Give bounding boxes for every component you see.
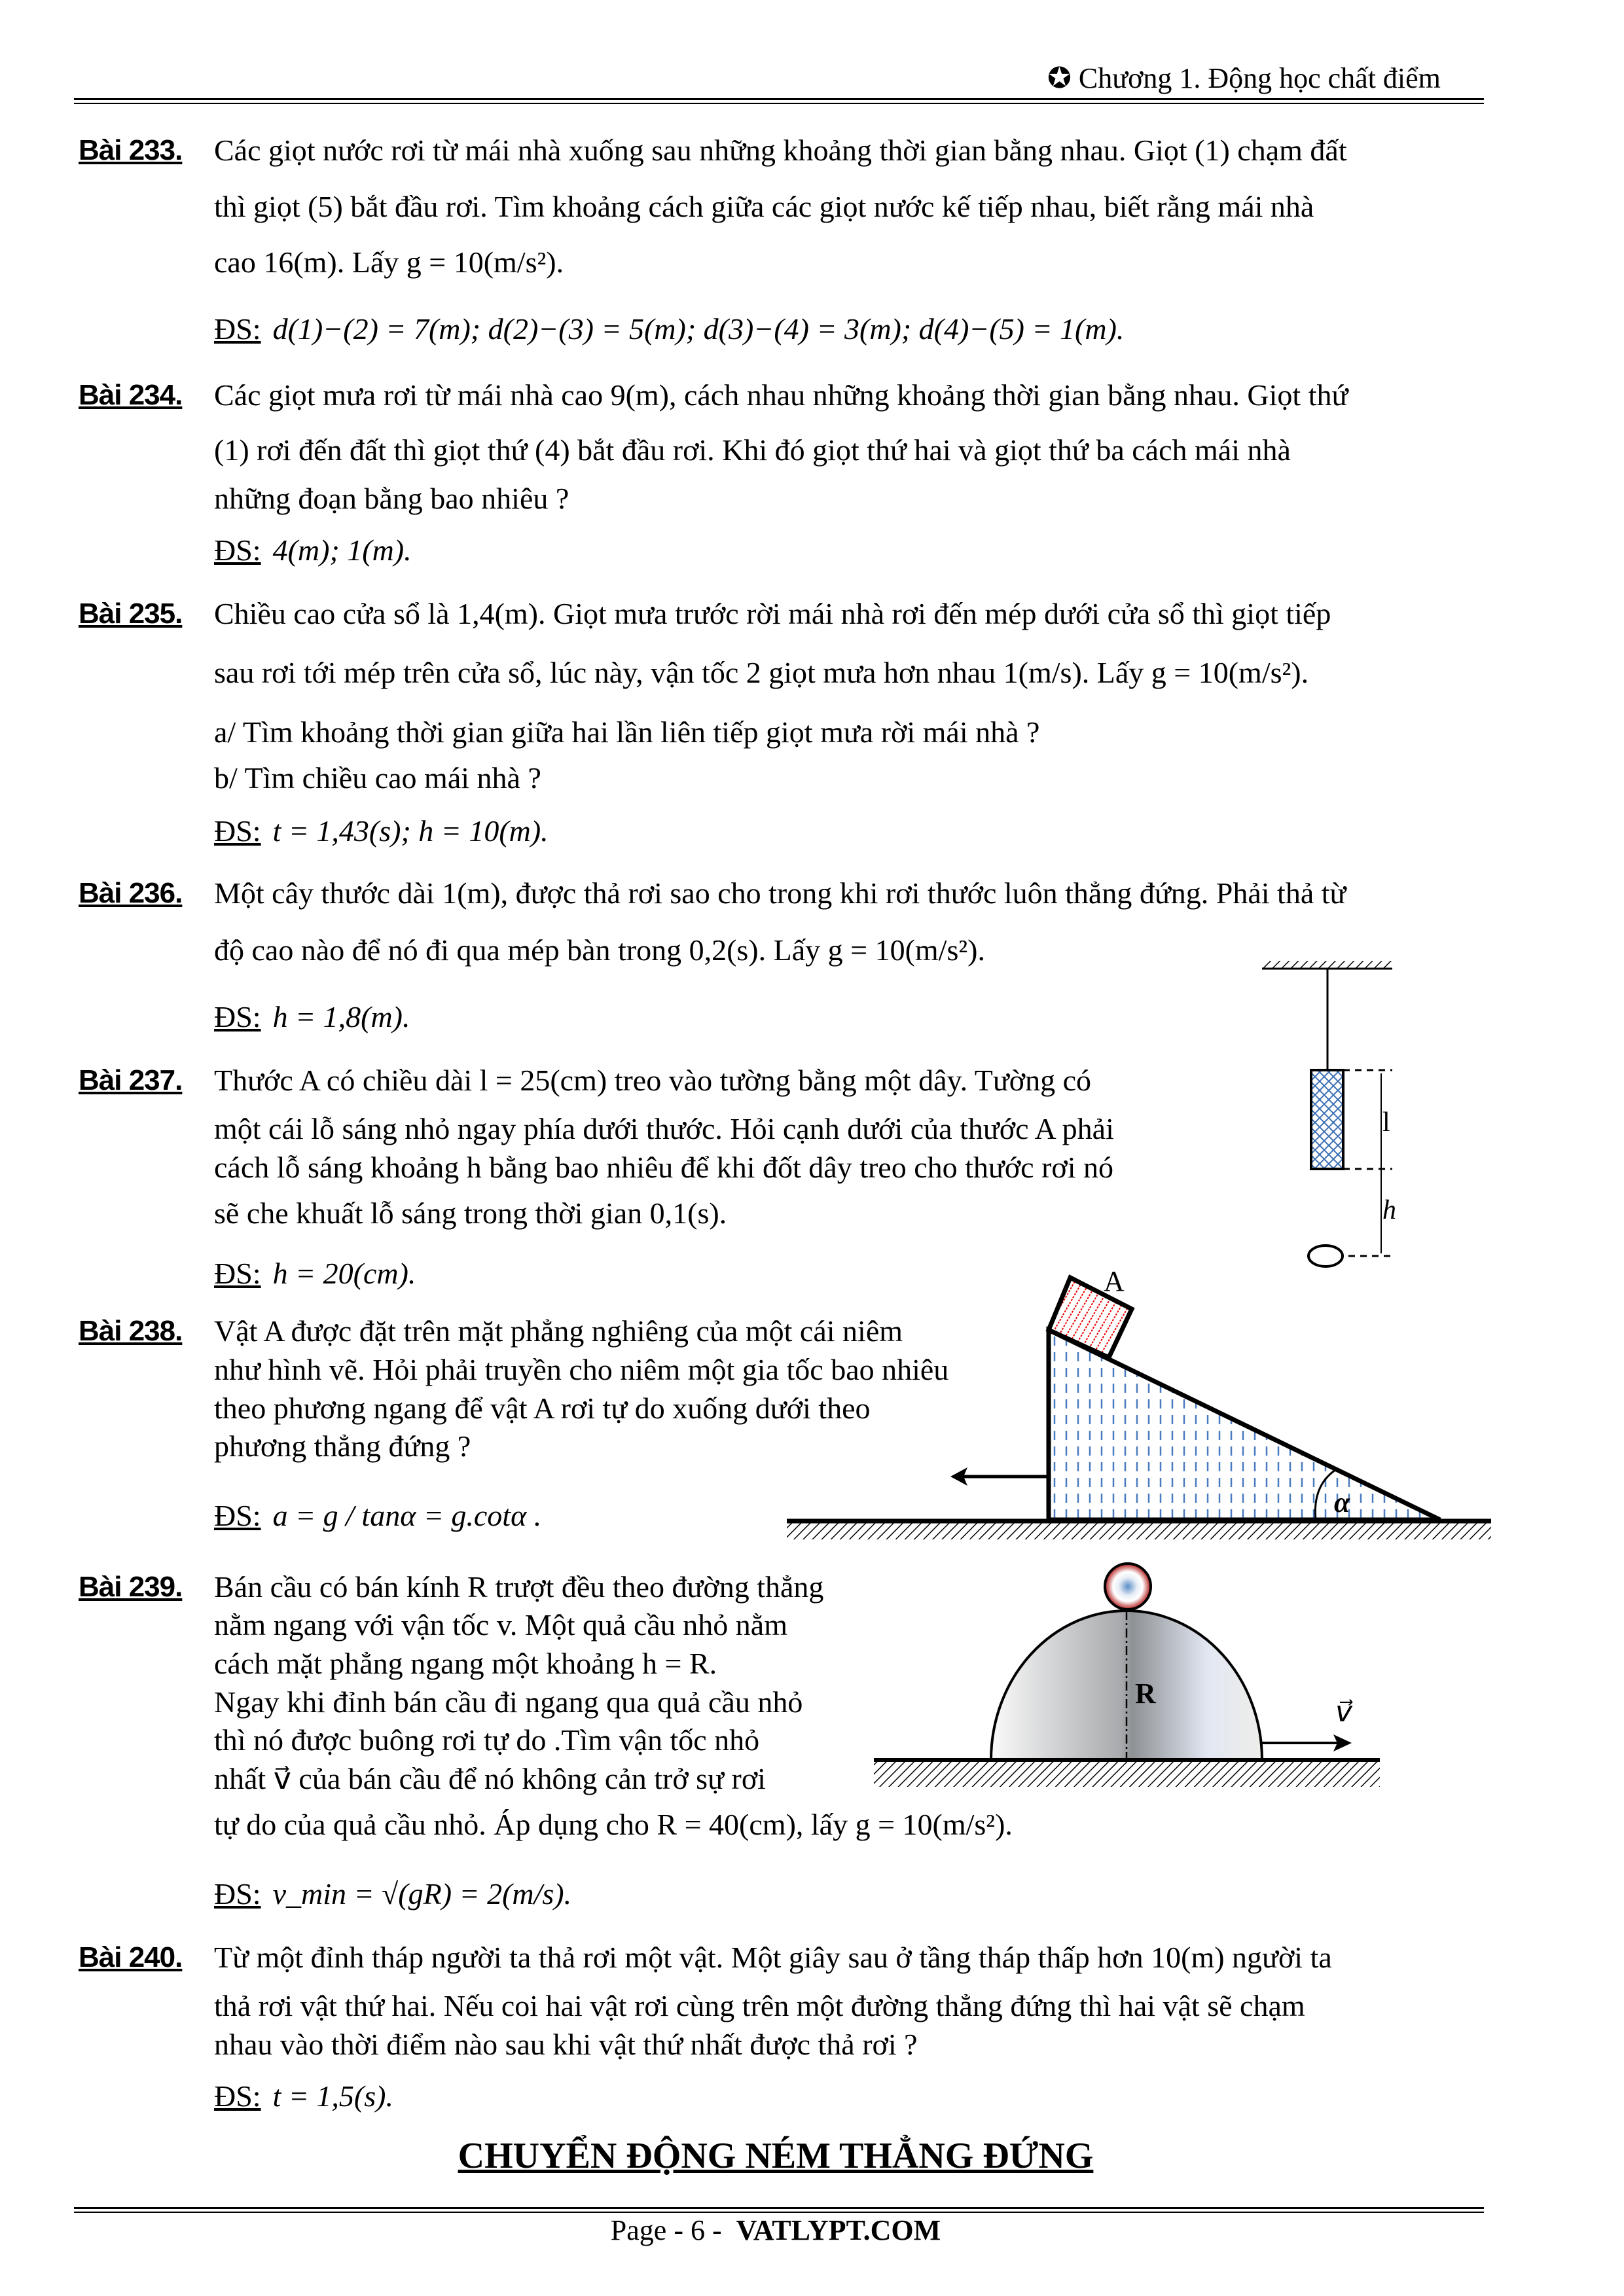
star-circle-icon: ✪ [1047,62,1079,94]
block-label: A [1104,1265,1125,1297]
problem-label: Bài 234. [79,379,183,411]
figure-wedge [787,1265,1491,1539]
problem-text-line: theo phương ngang để vật A rơi tự do xuống dưới theo [214,1391,871,1425]
height-label: h [1382,1195,1396,1225]
answer-value: t = 1,43(s); h = 10(m). [272,814,549,848]
answer-value: 4(m); 1(m). [272,533,412,567]
problem-text-line: cao 16(m). Lấy g = 10(m/s²). [214,245,564,279]
problem-text-line: Thước A có chiều dài l = 25(cm) treo vào tường bằng một dây. Tường có [214,1064,1092,1097]
figure-hanging-ruler [1262,961,1396,1266]
problem-text-line: nằm ngang với vận tốc v. Một quả cầu nhỏ nằm [214,1608,787,1641]
problem-text-line: Các giọt nước rơi từ mái nhà xuống sau những khoảng thời gian bằng nhau. Giọt (1) chạm đất [214,134,1347,167]
light-hole [1308,1246,1343,1266]
figure-hemisphere [874,1564,1380,1787]
problem-text-line: nhất v⃗ của bán cầu để nó không cản trở sự rơi [214,1762,766,1795]
problem-label: Bài 237. [79,1064,183,1096]
problem-text-line: a/ Tìm khoảng thời gian giữa hai lần liên tiếp giọt mưa rời mái nhà ? [214,715,1040,749]
answer-prefix: ĐS: [214,2079,261,2113]
problem-text-line: phương thẳng đứng ? [214,1429,471,1463]
length-label: l [1382,1107,1390,1138]
problem-text-line: độ cao nào để nó đi qua mép bàn trong 0,2(s). Lấy g = 10(m/s²). [214,933,985,967]
small-ball [1105,1564,1151,1609]
problem-text-line: Từ một đỉnh tháp người ta thả rơi một vật. Một giây sau ở tầng tháp thấp hơn 10(m) người ta [214,1941,1332,1974]
problem-text-line: sẽ che khuất lỗ sáng trong thời gian 0,1(s). [214,1196,727,1230]
chapter-title: Chương 1. Động học chất điểm [1078,62,1441,94]
problem-text-line: những đoạn bằng bao nhiêu ? [214,482,569,515]
problem-label: Bài 236. [79,877,183,909]
problem-text-line: Các giọt mưa rơi từ mái nhà cao 9(m), cách nhau những khoảng thời gian bằng nhau. Giọt thứ [214,378,1348,412]
answer-prefix: ĐS: [214,814,261,848]
answer-prefix: ĐS: [214,1877,261,1910]
problem-text-line: tự do của quả cầu nhỏ. Áp dụng cho R = 40(cm), lấy g = 10(m/s²). [214,1808,1013,1841]
answer-value: v_min = √(gR) = 2(m/s). [272,1877,572,1910]
problem-label: Bài 238. [79,1315,183,1347]
page-number: Page - 6 - [610,2214,722,2246]
problem-text-line: thả rơi vật thứ hai. Nếu coi hai vật rơi cùng trên một đường thẳng đứng thì hai vật sẽ chạm [214,1989,1305,2022]
radius-label: R [1135,1677,1156,1710]
problem-text-line: Ngay khi đỉnh bán cầu đi ngang qua quả cầu nhỏ [214,1685,803,1719]
answer-prefix: ĐS: [214,1000,261,1033]
answer-value: h = 20(cm). [272,1257,416,1290]
section-heading: CHUYỂN ĐỘNG NÉM THẲNG ĐỨNG [458,2136,1094,2176]
problem-text-line: cách mặt phẳng ngang một khoảng h = R. [214,1647,717,1680]
problem-label: Bài 239. [79,1571,183,1603]
velocity-label: v⃗ [1335,1696,1353,1728]
answer-prefix: ĐS: [214,533,261,567]
site-name: VATLYPT.COM [736,2214,941,2246]
problem-text-line: b/ Tìm chiều cao mái nhà ? [214,761,541,795]
answer-prefix: ĐS: [214,312,261,346]
problem-text-line: (1) rơi đến đất thì giọt thứ (4) bắt đầu rơi. Khi đó giọt thứ hai và giọt thứ ba cách mái nhà [214,433,1291,467]
problem-text-line: Vật A được đặt trên mặt phẳng nghiêng của một cái niêm [214,1314,903,1348]
problem-text-line: nhau vào thời điểm nào sau khi vật thứ nhất được thả rơi ? [214,2028,918,2061]
problem-label: Bài 235. [79,598,183,630]
problem-text-line: thì nó được buông rơi tự do .Tìm vận tốc nhỏ [214,1723,760,1757]
answer-prefix: ĐS: [214,1499,261,1532]
problem-text-line: Bán cầu có bán kính R trượt đều theo đường thẳng [214,1570,824,1604]
answer-value: d(1)−(2) = 7(m); d(2)−(3) = 5(m); d(3)−(4) = 3(m); d(4)−(5) = 1(m). [272,312,1125,346]
problem-text-line: Một cây thước dài 1(m), được thả rơi sao cho trong khi rơi thước luôn thẳng đứng. Phải thả từ [214,876,1346,910]
answer-value: t = 1,5(s). [272,2079,393,2113]
answer-value: a = g / tanα = g.cotα . [272,1499,542,1532]
alpha-label: α [1334,1486,1350,1518]
problem-text-line: cách lỗ sáng khoảng h bằng bao nhiêu để khi đốt dây treo cho thước rơi nó [214,1151,1114,1184]
answer-prefix: ĐS: [214,1257,261,1290]
problem-text-line: như hình vẽ. Hỏi phải truyền cho niêm một gia tốc bao nhiêu [214,1353,949,1386]
problem-text-line: một cái lỗ sáng nhỏ ngay phía dưới thước. Hỏi cạnh dưới của thước A phải [214,1112,1114,1145]
answer-value: h = 1,8(m). [272,1000,410,1033]
problem-text-line: Chiều cao cửa sổ là 1,4(m). Giọt mưa trước rời mái nhà rơi đến mép dưới cửa sổ thì giọt tiếp [214,597,1331,630]
problem-label: Bài 233. [79,134,183,166]
problem-text-line: thì giọt (5) bắt đầu rơi. Tìm khoảng cách giữa các giọt nước kế tiếp nhau, biết rằng mái nhà [214,190,1314,223]
problem-label: Bài 240. [79,1941,183,1973]
problem-text-line: sau rơi tới mép trên cửa sổ, lúc này, vận tốc 2 giọt mưa hơn nhau 1(m/s). Lấy g = 10(m/s²). [214,656,1309,689]
